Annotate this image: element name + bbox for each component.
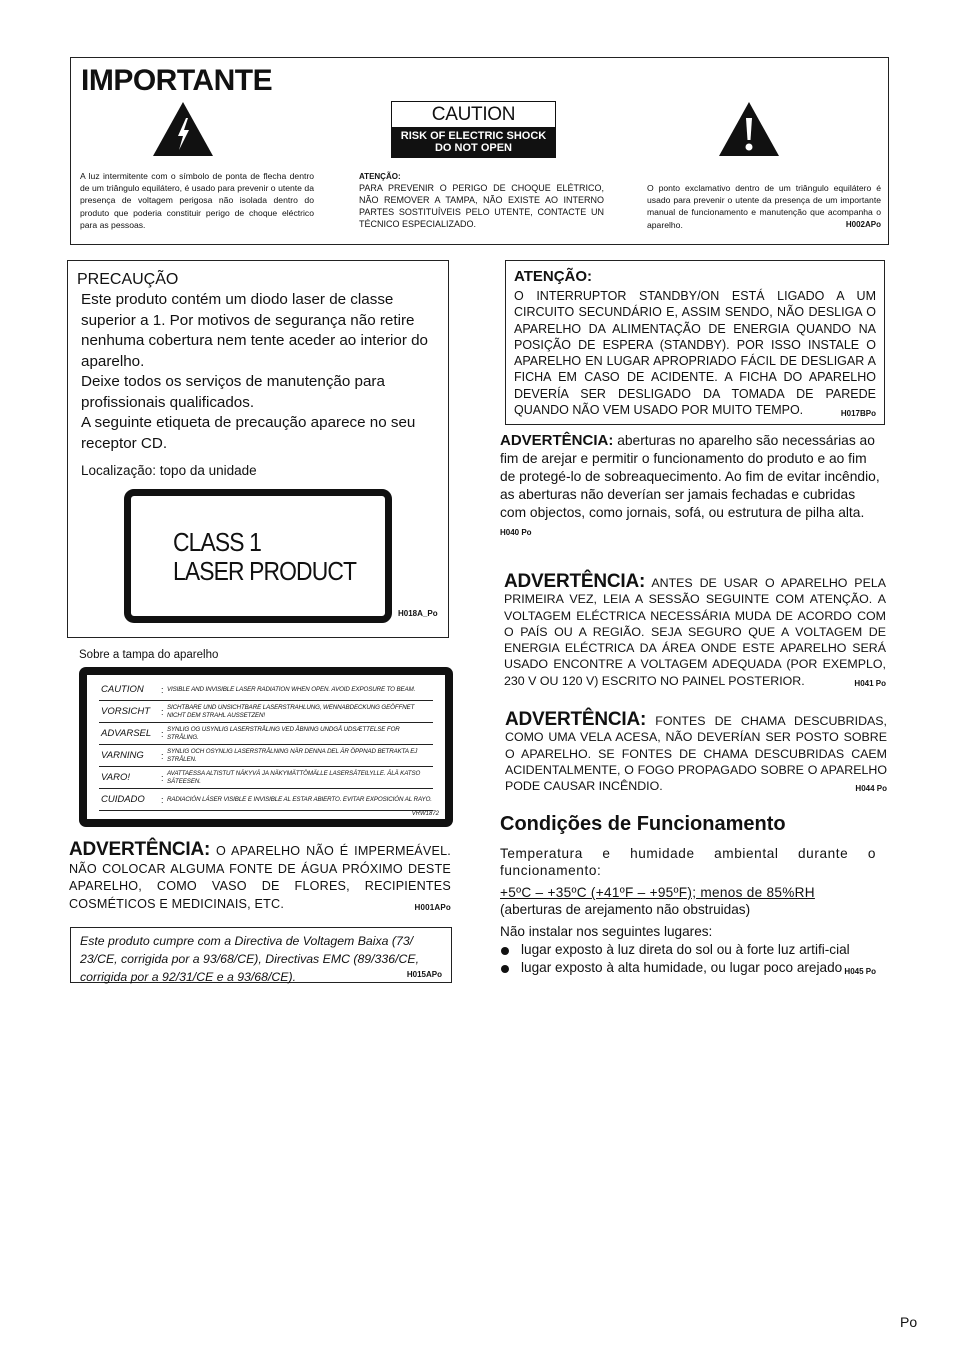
exclamation-text: O ponto exclamativo dentro de um triângulo equilátero é usado para prevenir o utente da presença de um importante manual de funcionamento e manutenção que acompanha o aparelho.: [647, 183, 881, 230]
precaucao-box: [67, 260, 449, 638]
tampa-text: RADIACIÓN LÁSER VISIBLE E INVISIBLE AL ESTAR ABIERTO. EVITAR EXPOSICIÓN AL RAYO.: [167, 795, 432, 803]
atencao-body: [514, 288, 876, 418]
caution-heading: CAUTION: [431, 104, 516, 125]
precaucao-p1: Este produto contém um diodo laser de classe superior a 1. Por motivos de segurança não retire nenhuma cobertura nem tente aceder ao interior do aparelho.: [81, 291, 428, 370]
tampa-lang: VORSICHT: [101, 706, 151, 717]
tampa-row: [99, 723, 433, 745]
directiva-box: [70, 927, 452, 983]
tampa-label-inner: [87, 675, 445, 819]
tampa-lang: ADVARSEL: [101, 728, 152, 739]
atencao-box: [505, 260, 885, 425]
adv-vent-text: aberturas no aparelho são necessárias ao fim de arejar e permitir o funcionamento do produto e ao fim de protegé-lo de sobreaquecimento. Ao fim de evitar incêndio, as aberturas não deverían ser jamais fechadas e cubridas com objectos, como jornais, sofá, ou estrutura de pilha alta.: [500, 433, 880, 520]
lightning-explanation: A luz intermitente com o símbolo de ponta de flecha dentro de um triângulo equilátero, é usado para prevenir o utente da presença de voltagem perigosa não isolada dentro do produto que poderia constituir perigo de choque eléctrico para as pessoas.: [80, 171, 314, 230]
h001-code: H001APo: [414, 902, 451, 912]
tampa-text: AVATTAESSA ALTISTUT NÄKYVÄ JA NÄKYMÄTTÖMÄLLE LASERSÄTEILYLLE. ÄLÄ KATSO SÄTEESEN.: [167, 769, 421, 785]
adv-volt-text: ANTES DE USAR O APARELHO PELA PRIMEIRA VEZ, LEIA A SESSÃO SEGUINTE COM ATENÇÃO. A VOLTAGEM ELÉCTRICA NECESSÁRIA MUDA DE ACORDO COM O PAÍS OU A REGIÃO. SEJA SEGURO QUE A VOLTAGEM DE ENERGIA ELÉCTRICA DA ÁREA ONDE ESTE APARELHO SERÁ USADO ENCONTRE A VOLTAGEM ADEQUADA (POR EXEMPLO, 230 V OU 120 V) ESCRITO NO PAINEL POSTERIOR.: [504, 576, 886, 688]
tampa-colon: :: [161, 772, 164, 783]
tampa-row: [99, 745, 433, 767]
lightning-warning-icon: [151, 100, 215, 158]
h015-code: H015APo: [406, 970, 442, 979]
condicoes-range: +5ºC – +35ºC (+41ºF – +95ºF); menos de 85%RH: [500, 885, 815, 900]
importante-box: [70, 57, 889, 245]
tampa-lang: CUIDADO: [101, 794, 145, 805]
precaucao-p3: A seguinte etiqueta de precaução aparece no seu receptor CD.: [81, 414, 416, 452]
tampa-text: SICHTBARE UND UNSICHTBARE LASERSTRAHLUNG, WENNABDECKUNG GEÖFFNET NICHT DEM STRAHL AUSSETZEN!: [167, 703, 415, 719]
atencao-text: O INTERRUPTOR STANDBY/ON ESTÁ LIGADO A UM CIRCUITO SECUNDÁRIO E, ASSIM SENDO, NÃO DESLIGA O APARELHO DA ALIMENTAÇÃO DE ENERGIA QUANDO NA POSIÇÃO DE ESPERA (STANDBY). POR ISSO INSTALE O APARELHO EN LUGAR APROPRIADO FÁCIL DE DESLIGAR A FICHA EM CASO DE ACIDENTE. A FICHA DO APARELHO DEVERÍA SER DESLIGADO DA TOMADA DE PAREDE QUANDO NÃO VEM USADO POR MUITO TEMPO.: [514, 289, 876, 418]
page-title: IMPORTANTE: [81, 64, 273, 97]
h041-code: H041 Po: [854, 678, 886, 688]
vrw-code: VRW1872: [411, 811, 439, 817]
label-laser-product: LASER PRODUCT: [173, 556, 357, 586]
tampa-row: [99, 767, 433, 789]
tampa-lang: CAUTION: [101, 684, 144, 695]
tampa-caption: Sobre a tampa do aparelho: [79, 649, 219, 661]
caution-label: [391, 101, 556, 158]
adv-agua: [69, 841, 451, 916]
tampa-text: SYNLIG OG USYNLIG LASERSTRÅLING VED ÅBNING UNDGÅ UDSÆTTELSE FOR STRÅLING.: [167, 725, 400, 741]
tampa-row: [99, 701, 433, 723]
adv-vent: [500, 432, 884, 542]
h002-code: H002APo: [845, 219, 881, 229]
list-item-text: lugar exposto à alta humidade, ou lugar poco arejado: [521, 960, 843, 975]
adv-chama-text: FONTES DE CHAMA DESCUBRIDAS, COMO UMA VELA ACESA, NÃO DEVERÍAN SER POSTO SOBRE O APARELHO. SE FONTES DE CHAMA DESCUBRIDAS CAEM ACIDENTALMENTE, O FOGO PROPAGADO SOBRE O APARELHO PODE CAUSAR INCÊNDIO.: [505, 714, 887, 794]
h044-code: H044 Po: [855, 784, 887, 794]
adv-agua-heading: ADVERTÊNCIA:: [69, 839, 211, 860]
h018a-code: H018A_Po: [398, 609, 438, 618]
condicoes-list: [500, 942, 876, 977]
caution-line-1: RISK OF ELECTRIC SHOCK: [400, 130, 547, 142]
tampa-colon: :: [161, 750, 164, 761]
label-class-1: CLASS 1: [173, 527, 261, 557]
list-item: lugar exposto à luz direta do sol ou à forte luz artifi-cial: [500, 942, 876, 959]
tampa-text: SYNLIG OCH OSYNLIG LASERSTRÅLNING NÄR DENNA DEL ÄR ÖPPNAD BETRAKTA EJ STRÅLEN.: [167, 747, 418, 763]
exclamation-explanation: [647, 182, 881, 231]
h045-code: H045 Po: [844, 967, 876, 976]
adv-agua-text: O APARELHO NÃO É IMPERMEÁVEL. NÃO COLOCAR ALGUMA FONTE DE ÁGUA PRÓXIMO DESTE APARELHO, COMO VASO DE FLORES, RECIPIENTES COSMÉTICOS E MEDICINAIS, ETC.: [69, 844, 451, 911]
tampa-row: [99, 679, 433, 701]
tampa-lang: VARO!: [101, 772, 131, 783]
page-language-marker: Po: [900, 1314, 918, 1330]
atencao-label: [359, 171, 604, 230]
directiva-text: Este produto cumpre com a Directiva de Voltagem Baixa (73/ 23/CE, corrigida por a 93/68/CE), Directivas EMC (89/336/CE, corrigida por a 92/31/CE e a 93/68/CE).: [80, 934, 419, 984]
precaucao-location: Localização: topo da unidade: [81, 463, 257, 478]
list-item: [500, 960, 876, 977]
tampa-label: [79, 667, 453, 827]
tampa-lang: VARNING: [101, 750, 144, 761]
tampa-text: VISIBLE AND INVISIBLE LASER RADIATION WHEN OPEN. AVOID EXPOSURE TO BEAM.: [167, 685, 416, 693]
atencao-small-text: PARA PREVENIR O PERIGO DE CHOQUE ELÉTRICO, NÃO REMOVER A TAMPA, NÃO EXISTE AO INTERNO PARTES SOSTITUÍVEIS PELO UTENTE, CONTACTE UN TÉCNICO ESPECIALIZADO.: [359, 183, 604, 229]
precaucao-body: [81, 290, 441, 454]
atencao-small-heading: ATENÇÃO:: [359, 172, 401, 181]
adv-chama: [505, 709, 887, 797]
condicoes-p1: Temperatura e humidade ambiental durante o funcionamento:: [500, 846, 876, 878]
atencao-heading: ATENÇÃO:: [514, 268, 593, 285]
tampa-colon: :: [161, 706, 164, 717]
precaucao-p2: Deixe todos os serviços de manutenção para profissionais qualificados.: [81, 373, 385, 411]
precaucao-heading: PRECAUÇÃO: [77, 271, 179, 288]
class1-laser-label: [124, 489, 392, 623]
adv-chama-heading: ADVERTÊNCIA:: [505, 709, 647, 730]
adv-vent-heading: ADVERTÊNCIA:: [500, 432, 614, 449]
condicoes-p2: Não instalar nos seguintes lugares:: [500, 924, 713, 939]
tampa-row: [99, 789, 433, 811]
condicoes-heading: Condições de Funcionamento: [500, 813, 786, 835]
caution-line-2: DO NOT OPEN: [434, 142, 512, 154]
tampa-colon: :: [161, 794, 164, 805]
adv-volt-heading: ADVERTÊNCIA:: [504, 571, 646, 592]
condicoes-body: [500, 846, 876, 981]
adv-volt: [504, 571, 886, 692]
exclamation-warning-icon: [717, 100, 781, 158]
h017-code: H017BPo: [840, 409, 876, 419]
condicoes-note: (aberturas de arejamento não obstruidas): [500, 901, 751, 917]
tampa-colon: :: [161, 684, 164, 695]
tampa-colon: :: [161, 728, 164, 739]
h040-code: H040 Po: [500, 528, 532, 537]
